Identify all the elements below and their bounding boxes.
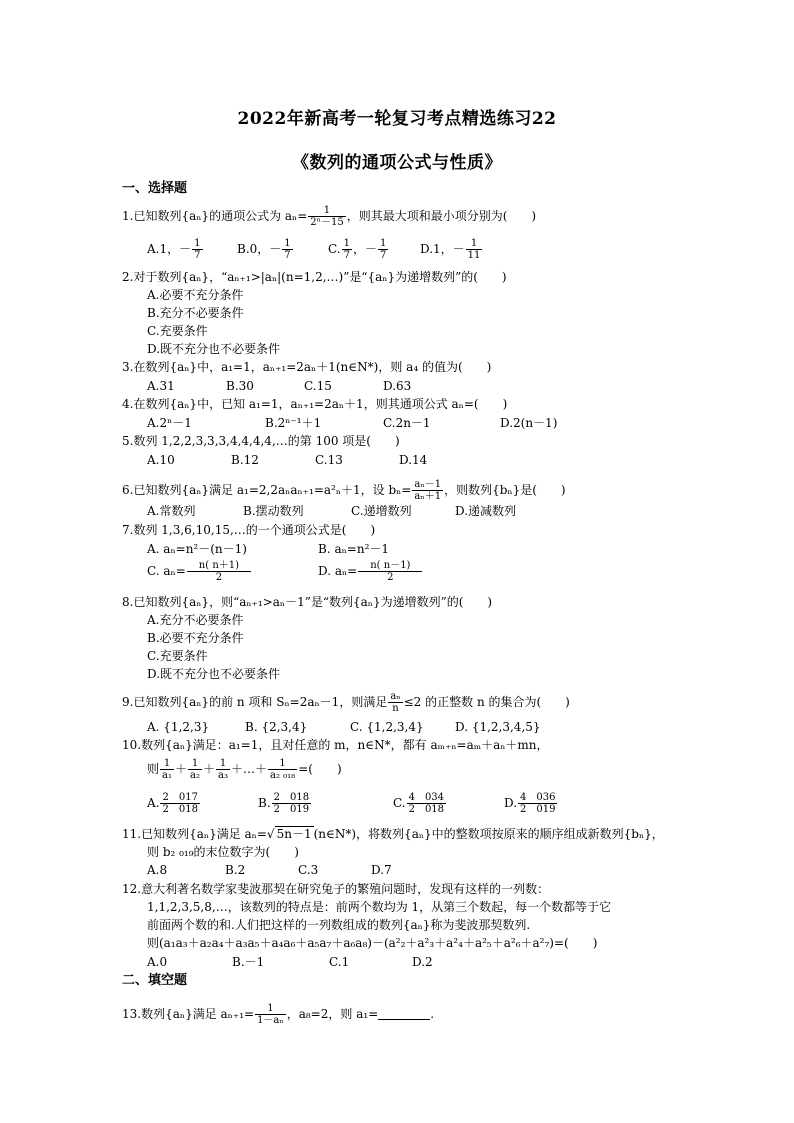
q12-option-b: B.－1 bbox=[232, 955, 265, 969]
q4-option-a: A.2ⁿ－1 bbox=[147, 416, 192, 430]
q1-frac-den: 2ⁿ－15 bbox=[310, 217, 344, 228]
question-7-stem: 7.数列 1,3,6,10,15,…的一个通项公式是( ) bbox=[122, 523, 376, 537]
page-title: 2022年新高考一轮复习考点精选练习22 bbox=[237, 109, 557, 129]
q7-option-b: B. aₙ=n²－1 bbox=[318, 542, 390, 556]
q10-option-a: A. $\frac{2 017}{2 018}$ bbox=[147, 792, 198, 815]
section-heading-choice: 一、选择题 bbox=[122, 181, 188, 196]
q9-option-d: D. {1,2,3,4,5} bbox=[455, 720, 541, 734]
q7-option-a: A. aₙ=n²－(n－1) bbox=[147, 542, 247, 556]
q11-option-a: A.8 bbox=[147, 863, 168, 877]
q1-stem-tail: ，则其最大项和最小项分别为( ) bbox=[346, 209, 537, 223]
question-3-stem: 3.在数列{aₙ}中，a₁=1，aₙ₊₁=2aₙ＋1(n∈N*)，则 a₄ 的值为( ) bbox=[122, 360, 492, 374]
q9-fraction: $\frac{\text{aₙ}}{n}$ bbox=[390, 691, 401, 714]
q2-option-c: C.充要条件 bbox=[147, 324, 208, 338]
q1-frac-num: 1 bbox=[308, 205, 345, 217]
q11-sqrt: 5n－1 bbox=[276, 827, 312, 841]
q1-option-d: D.1，－ $\frac{1}{11}$ bbox=[420, 238, 481, 261]
q3-option-b: B.30 bbox=[226, 379, 254, 393]
q6-option-b: B.摆动数列 bbox=[243, 504, 304, 518]
q5-option-d: D.14 bbox=[399, 453, 428, 467]
q11-line2: 则 b₂ ₀₁₉的末位数字为( ) bbox=[147, 845, 299, 859]
q1-option-a: A.1，－ $\frac{1}{7}$ bbox=[147, 238, 201, 261]
q6-option-d: D.递减数列 bbox=[455, 504, 517, 518]
q11-option-c: C.3 bbox=[298, 863, 319, 877]
q12-line2: 1,1,2,3,5,8,…，该数列的特点是：前两个数均为 1，从第三个数起，每一个数都等于它 bbox=[147, 900, 612, 914]
q11-option-b: B.2 bbox=[225, 863, 246, 877]
question-5-stem: 5.数列 1,2,2,3,3,3,4,4,4,4,…的第 100 项是( ) bbox=[122, 434, 400, 448]
q6-option-a: A.常数列 bbox=[147, 504, 196, 518]
q5-option-c: C.13 bbox=[315, 453, 343, 467]
q6-fraction: $\frac{\text{aₙ－1}}{\text{aₙ＋1}}$ bbox=[414, 479, 442, 502]
q12-option-a: A.0 bbox=[147, 955, 168, 969]
q4-option-b: B.2ⁿ⁻¹＋1 bbox=[265, 416, 322, 430]
q12-option-d: D.2 bbox=[412, 955, 433, 969]
q4-option-d: D.2(n－1) bbox=[500, 416, 558, 430]
q5-option-b: B.12 bbox=[231, 453, 259, 467]
q2-option-a: A.必要不充分条件 bbox=[147, 288, 244, 302]
q9-option-c: C. {1,2,3,4} bbox=[350, 720, 424, 734]
question-1-stem bbox=[122, 205, 536, 228]
question-2-stem: 2.对于数列{aₙ}，“aₙ₊₁>|aₙ|(n=1,2,…)”是“{aₙ}为递增数列”的( ) bbox=[122, 270, 507, 284]
q3-option-c: C.15 bbox=[304, 379, 332, 393]
q8-option-b: B.必要不充分条件 bbox=[147, 631, 244, 645]
q2-option-b: B.充分不必要条件 bbox=[147, 306, 244, 320]
q10-option-d: D. $\frac{4 036}{2 019}$ bbox=[504, 792, 556, 815]
q2-option-d: D.既不充分也不必要条件 bbox=[147, 342, 281, 356]
question-10-stem: 10.数列{aₙ}满足：a₁=1，且对任意的 m，n∈N*，都有 aₘ₊ₙ=aₘ＋aₙ＋mn， bbox=[122, 738, 549, 752]
q10-option-c: C. $\frac{4 034}{2 018}$ bbox=[393, 792, 445, 815]
q8-option-d: D.既不充分也不必要条件 bbox=[147, 667, 281, 681]
q1-fraction bbox=[308, 205, 345, 228]
q12-option-c: C.1 bbox=[329, 955, 350, 969]
q3-option-d: D.63 bbox=[383, 379, 412, 393]
q8-option-a: A.充分不必要条件 bbox=[147, 613, 244, 627]
question-12-stem: 12.意大利著名数学家斐波那契在研究兔子的繁殖问题时，发现有这样的一列数： bbox=[122, 882, 550, 896]
q4-option-c: C.2n－1 bbox=[383, 416, 431, 430]
q10-option-b: B. $\frac{2 018}{2 019}$ bbox=[258, 792, 310, 815]
page-subtitle: 《数列的通项公式与性质》 bbox=[292, 153, 502, 173]
section-heading-fill: 二、填空题 bbox=[122, 973, 188, 988]
q1-option-b: B.0，－ $\frac{1}{7}$ bbox=[237, 238, 291, 261]
question-9-stem: 9.已知数列{aₙ}的前 n 项和 Sₙ=2aₙ－1，则满足 $\frac{\text{aₙ}}{n}$ ≤2 的正整数 n 的集合为( ) bbox=[122, 691, 570, 714]
q1-stem-text: 1.已知数列{aₙ}的通项公式为 aₙ= bbox=[122, 209, 308, 223]
question-11-stem: 11.已知数列{aₙ}满足 aₙ=√ 5n－1 (n∈N*)，将数列{aₙ}中的整数项按原来的顺序组成新数列{bₙ}， bbox=[122, 827, 664, 841]
q7-option-d: D. aₙ= $\frac{n( n-1)}{2}$ bbox=[318, 560, 423, 583]
q1-option-c: C. $\frac{1}{7}$ ，－ $\frac{1}{7}$ bbox=[328, 238, 387, 261]
q13-answer-blank[interactable] bbox=[378, 1007, 430, 1020]
question-8-stem: 8.已知数列{aₙ}，则“aₙ₊₁>aₙ－1”是“数列{aₙ}为递增数列”的( ) bbox=[122, 595, 493, 609]
q9-option-a: A. {1,2,3} bbox=[147, 720, 210, 734]
q3-option-a: A.31 bbox=[147, 379, 175, 393]
q12-line3: 前面两个数的和.人们把这样的一列数组成的数列{aₙ}称为斐波那契数列. bbox=[147, 918, 531, 932]
q8-option-c: C.充要条件 bbox=[147, 649, 208, 663]
question-6-stem: 6.已知数列{aₙ}满足 a₁=2,2aₙaₙ₊₁=a²ₙ＋1，设 bₙ= $\frac{\text{aₙ－1}}{\text{aₙ＋1}}$ ，则数列{bₙ}是( ) bbox=[122, 479, 566, 502]
question-4-stem: 4.在数列{aₙ}中，已知 a₁=1，aₙ₊₁=2aₙ＋1，则其通项公式 aₙ=( ) bbox=[122, 397, 508, 411]
q6-option-c: C.递增数列 bbox=[351, 504, 412, 518]
q7-option-c: C. aₙ= $\frac{n( n+1)}{2}$ bbox=[147, 560, 252, 583]
q12-line4: 则(a₁a₃＋a₂a₄＋a₃a₅＋a₄a₆＋a₅a₇＋a₆a₈)－(a²₂＋a²₃＋a²₄＋a²₅＋a²₆＋a²₇)=( ) bbox=[147, 936, 598, 950]
q13-fraction: $\frac{1}{\text{1－aₙ}}$ bbox=[257, 1003, 284, 1026]
q9-option-b: B. {2,3,4} bbox=[245, 720, 308, 734]
q11-option-d: D.7 bbox=[371, 863, 392, 877]
q10-sum-expression: 则 $\frac{1}{\text{a₁}}$ ＋ $\frac{1}{\text{a₂}}$ ＋ $\frac{1}{\text{a₃}}$ ＋…＋ $\frac{1}{\text{a₂ ₀₁₈}}$ =( ) bbox=[147, 758, 342, 781]
question-13-stem: 13.数列{aₙ}满足 aₙ₊₁= $\frac{1}{\text{1－aₙ}}$ ，a₈=2，则 a₁= . bbox=[122, 1003, 435, 1026]
q5-option-a: A.10 bbox=[147, 453, 175, 467]
